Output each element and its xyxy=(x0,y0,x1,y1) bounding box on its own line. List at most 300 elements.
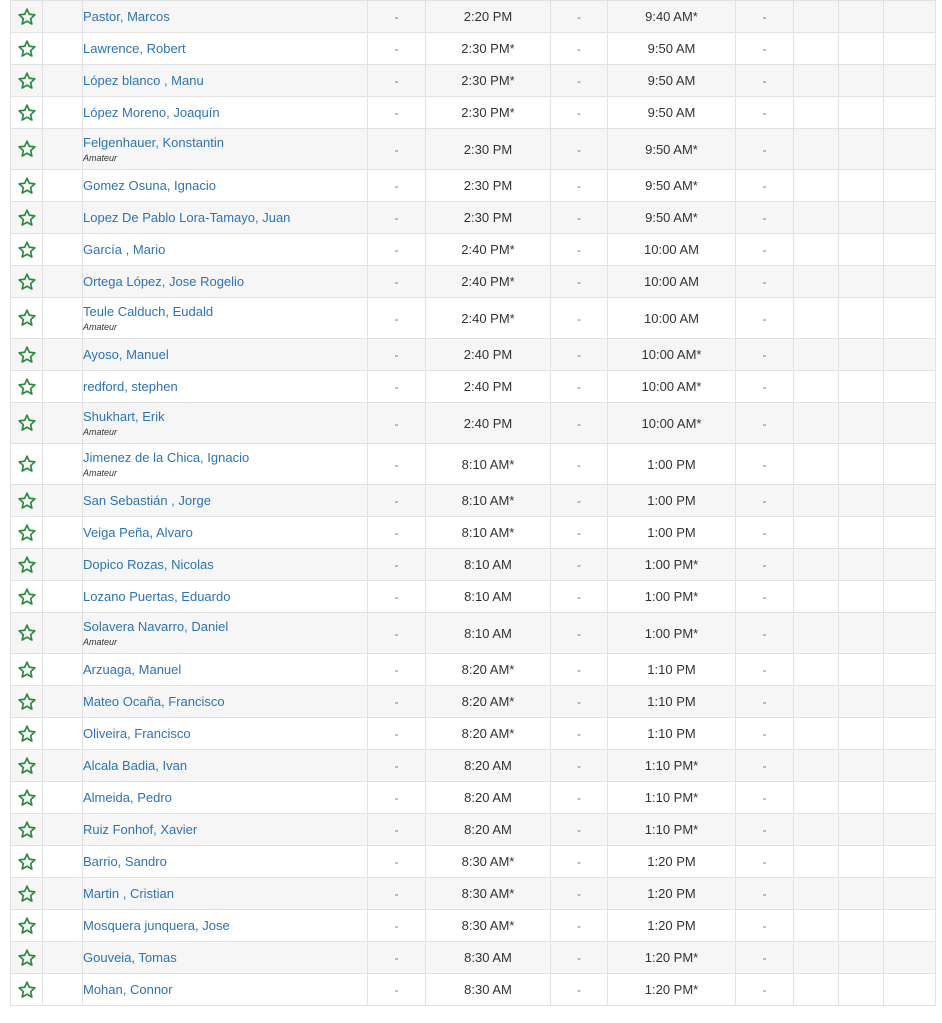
round2-score-cell xyxy=(551,686,608,718)
round2-score-cell xyxy=(551,202,608,234)
round3-score-cell xyxy=(736,549,794,581)
round1-tee-time: 8:20 AM xyxy=(426,814,551,846)
empty-cell xyxy=(794,581,839,613)
player-name-link[interactable]: San Sebastián , Jorge xyxy=(83,493,211,508)
star-outline-icon[interactable] xyxy=(11,523,42,543)
player-name-link[interactable]: redford, stephen xyxy=(83,379,178,394)
player-cell xyxy=(83,549,368,581)
table-row xyxy=(11,202,936,234)
favorite-cell[interactable] xyxy=(11,97,43,129)
empty-cell xyxy=(839,485,884,517)
empty-cell xyxy=(839,170,884,202)
table-row xyxy=(11,654,936,686)
round2-score: - xyxy=(577,106,581,120)
round3-score: - xyxy=(762,823,767,837)
empty-cell xyxy=(43,371,83,403)
empty-cell xyxy=(884,202,936,234)
round1-tee-time: 2:40 PM xyxy=(426,403,551,444)
round1-score-cell xyxy=(368,613,426,654)
empty-cell xyxy=(43,782,83,814)
round2-score: - xyxy=(577,74,581,88)
player-name-link[interactable]: Pastor, Marcos xyxy=(83,9,170,24)
round1-score-cell xyxy=(368,1,426,33)
round3-score: - xyxy=(762,791,767,805)
round1-score-cell xyxy=(368,403,426,444)
round2-score: - xyxy=(577,179,581,193)
player-name-link[interactable]: Mateo Ocaña, Francisco xyxy=(83,694,225,709)
round2-tee-time: 10:00 AM* xyxy=(608,371,736,403)
empty-cell xyxy=(884,814,936,846)
favorite-cell[interactable] xyxy=(11,750,43,782)
favorite-cell[interactable] xyxy=(11,129,43,170)
round2-tee-time: 1:20 PM* xyxy=(608,942,736,974)
empty-cell xyxy=(43,517,83,549)
player-cell xyxy=(83,878,368,910)
tee-times-body xyxy=(11,1,936,1006)
round2-score: - xyxy=(577,919,581,933)
favorite-cell[interactable] xyxy=(11,942,43,974)
round3-score-cell xyxy=(736,718,794,750)
favorite-cell[interactable] xyxy=(11,814,43,846)
player-name-link[interactable]: Ortega López, Jose Rogelio xyxy=(83,274,245,289)
player-cell xyxy=(83,942,368,974)
player-name-link[interactable]: Ruiz Fonhof, Xavier xyxy=(83,822,198,837)
empty-cell xyxy=(794,654,839,686)
empty-cell xyxy=(884,129,936,170)
favorite-cell[interactable] xyxy=(11,339,43,371)
favorite-cell[interactable] xyxy=(11,718,43,750)
favorite-cell[interactable] xyxy=(11,613,43,654)
round1-tee-time: 2:30 PM* xyxy=(426,65,551,97)
player-name-link[interactable]: Shukhart, Erik xyxy=(83,408,165,424)
player-cell xyxy=(83,485,368,517)
table-row xyxy=(11,782,936,814)
empty-cell xyxy=(794,782,839,814)
favorite-cell[interactable] xyxy=(11,33,43,65)
round3-score: - xyxy=(762,626,767,641)
round1-score: - xyxy=(394,243,399,257)
table-row xyxy=(11,403,936,444)
star-outline-icon[interactable] xyxy=(11,491,42,511)
empty-cell xyxy=(794,613,839,654)
round1-score-cell xyxy=(368,170,426,202)
empty-cell xyxy=(794,1,839,33)
player-name-link[interactable]: Oliveira, Francisco xyxy=(83,726,191,741)
favorite-cell[interactable] xyxy=(11,654,43,686)
star-outline-icon[interactable] xyxy=(11,71,42,91)
round1-score: - xyxy=(394,823,399,837)
round2-tee-time: 10:00 AM* xyxy=(608,339,736,371)
round2-score: - xyxy=(577,42,581,56)
round2-score-cell xyxy=(551,266,608,298)
empty-cell xyxy=(43,97,83,129)
table-row xyxy=(11,339,936,371)
round2-score-cell xyxy=(551,846,608,878)
round1-score: - xyxy=(394,380,399,394)
round1-score-cell xyxy=(368,878,426,910)
empty-cell xyxy=(794,718,839,750)
round3-score-cell xyxy=(736,266,794,298)
favorite-cell[interactable] xyxy=(11,485,43,517)
star-outline-icon[interactable] xyxy=(11,660,42,680)
star-outline-icon[interactable] xyxy=(11,345,42,365)
round1-score: - xyxy=(394,10,399,24)
player-name-link[interactable]: Solavera Navarro, Daniel xyxy=(83,618,229,634)
star-outline-icon[interactable] xyxy=(11,884,42,904)
empty-cell xyxy=(794,65,839,97)
round1-score-cell xyxy=(368,814,426,846)
empty-cell xyxy=(43,686,83,718)
empty-cell xyxy=(43,485,83,517)
round1-score-cell xyxy=(368,750,426,782)
empty-cell xyxy=(839,298,884,339)
round1-score: - xyxy=(394,211,399,225)
player-name-link[interactable]: Alcala Badia, Ivan xyxy=(83,758,188,773)
favorite-cell[interactable] xyxy=(11,549,43,581)
favorite-cell[interactable] xyxy=(11,846,43,878)
empty-cell xyxy=(839,846,884,878)
empty-cell xyxy=(43,654,83,686)
player-cell xyxy=(83,266,368,298)
favorite-cell[interactable] xyxy=(11,974,43,1006)
round3-score-cell xyxy=(736,750,794,782)
round1-tee-time: 2:40 PM* xyxy=(426,298,551,339)
round2-score: - xyxy=(577,626,581,641)
star-outline-icon[interactable] xyxy=(11,208,42,228)
player-cell xyxy=(83,403,368,444)
round2-tee-time: 9:50 AM xyxy=(608,97,736,129)
round3-score-cell xyxy=(736,581,794,613)
round2-tee-time: 9:50 AM* xyxy=(608,129,736,170)
empty-cell xyxy=(794,129,839,170)
round1-tee-time: 8:10 AM* xyxy=(426,444,551,485)
favorite-cell[interactable] xyxy=(11,517,43,549)
player-name-link[interactable]: Lopez De Pablo Lora-Tamayo, Juan xyxy=(83,210,291,225)
round3-score-cell xyxy=(736,942,794,974)
round1-tee-time: 8:30 AM* xyxy=(426,878,551,910)
round1-score: - xyxy=(394,727,399,741)
round1-score-cell xyxy=(368,339,426,371)
round1-score: - xyxy=(394,526,399,540)
player-cell xyxy=(83,910,368,942)
star-outline-icon[interactable] xyxy=(11,272,42,292)
player-name-link[interactable]: Felgenhauer, Konstantin xyxy=(83,134,224,150)
round3-score: - xyxy=(762,494,767,508)
player-name-link[interactable]: Gouveia, Tomas xyxy=(83,950,177,965)
empty-cell xyxy=(794,444,839,485)
round3-score-cell xyxy=(736,782,794,814)
favorite-cell[interactable] xyxy=(11,782,43,814)
favorite-cell[interactable] xyxy=(11,298,43,339)
star-outline-icon[interactable] xyxy=(11,820,42,840)
favorite-cell[interactable] xyxy=(11,202,43,234)
star-outline-icon[interactable] xyxy=(11,948,42,968)
tee-times-table xyxy=(10,0,936,1006)
round1-tee-time: 2:40 PM xyxy=(426,339,551,371)
table-row xyxy=(11,878,936,910)
favorite-cell[interactable] xyxy=(11,1,43,33)
round1-score-cell xyxy=(368,33,426,65)
player-name-link[interactable]: Barrio, Sandro xyxy=(83,854,167,869)
round1-tee-time: 8:30 AM* xyxy=(426,910,551,942)
round1-score: - xyxy=(394,494,399,508)
round3-score-cell xyxy=(736,485,794,517)
round1-score: - xyxy=(394,663,399,677)
round3-score: - xyxy=(762,457,767,472)
round3-score-cell xyxy=(736,33,794,65)
round3-score-cell xyxy=(736,444,794,485)
star-outline-icon[interactable] xyxy=(11,39,42,59)
round2-tee-time: 10:00 AM xyxy=(608,266,736,298)
star-outline-icon[interactable] xyxy=(11,240,42,260)
empty-cell xyxy=(884,517,936,549)
favorite-cell[interactable] xyxy=(11,65,43,97)
round3-score: - xyxy=(762,380,767,394)
empty-cell xyxy=(884,878,936,910)
favorite-cell[interactable] xyxy=(11,581,43,613)
empty-cell xyxy=(43,444,83,485)
round3-score: - xyxy=(762,416,767,431)
empty-cell xyxy=(839,266,884,298)
star-outline-icon[interactable] xyxy=(11,103,42,123)
round1-tee-time: 2:30 PM* xyxy=(426,97,551,129)
round3-score: - xyxy=(762,590,767,604)
player-cell xyxy=(83,97,368,129)
round2-score-cell xyxy=(551,517,608,549)
empty-cell xyxy=(43,750,83,782)
table-row xyxy=(11,97,936,129)
player-name-link[interactable]: Arzuaga, Manuel xyxy=(83,662,182,677)
round2-score: - xyxy=(577,142,581,157)
player-name-link[interactable]: Almeida, Pedro xyxy=(83,790,172,805)
round1-score: - xyxy=(394,626,399,641)
round1-tee-time: 2:30 PM* xyxy=(426,33,551,65)
empty-cell xyxy=(43,202,83,234)
round1-tee-time: 8:10 AM xyxy=(426,613,551,654)
round2-score: - xyxy=(577,311,581,326)
star-outline-icon[interactable] xyxy=(11,555,42,575)
empty-cell xyxy=(794,910,839,942)
star-outline-icon[interactable] xyxy=(11,852,42,872)
table-row xyxy=(11,718,936,750)
table-row xyxy=(11,814,936,846)
table-row xyxy=(11,234,936,266)
round2-tee-time: 1:00 PM* xyxy=(608,581,736,613)
player-name-link[interactable]: López blanco , Manu xyxy=(83,73,204,88)
empty-cell xyxy=(839,65,884,97)
round3-score: - xyxy=(762,275,767,289)
empty-cell xyxy=(43,65,83,97)
round2-tee-time: 1:20 PM xyxy=(608,878,736,910)
player-name-link[interactable]: Lozano Puertas, Eduardo xyxy=(83,589,231,604)
empty-cell xyxy=(839,403,884,444)
favorite-cell[interactable] xyxy=(11,444,43,485)
round3-score-cell xyxy=(736,517,794,549)
empty-cell xyxy=(794,371,839,403)
favorite-cell[interactable] xyxy=(11,170,43,202)
empty-cell xyxy=(43,910,83,942)
star-outline-icon[interactable] xyxy=(11,692,42,712)
player-name-link[interactable]: López Moreno, Joaquín xyxy=(83,105,220,120)
round2-tee-time: 1:10 PM* xyxy=(608,782,736,814)
round2-tee-time: 10:00 AM* xyxy=(608,403,736,444)
round3-score-cell xyxy=(736,298,794,339)
empty-cell xyxy=(43,878,83,910)
player-cell xyxy=(83,686,368,718)
empty-cell xyxy=(839,202,884,234)
empty-cell xyxy=(884,339,936,371)
table-row xyxy=(11,298,936,339)
player-cell xyxy=(83,65,368,97)
round2-score: - xyxy=(577,791,581,805)
round1-tee-time: 8:30 AM xyxy=(426,942,551,974)
round2-score-cell xyxy=(551,613,608,654)
star-outline-icon[interactable] xyxy=(11,377,42,397)
star-outline-icon[interactable] xyxy=(11,308,42,328)
player-name-link[interactable]: Lawrence, Robert xyxy=(83,41,186,56)
favorite-cell[interactable] xyxy=(11,234,43,266)
star-outline-icon[interactable] xyxy=(11,7,42,27)
round1-score-cell xyxy=(368,444,426,485)
round1-score: - xyxy=(394,759,399,773)
round2-tee-time: 9:50 AM* xyxy=(608,202,736,234)
player-name-link[interactable]: Mosquera junquera, Jose xyxy=(83,918,230,933)
empty-cell xyxy=(884,65,936,97)
star-outline-icon[interactable] xyxy=(11,413,42,433)
star-outline-icon[interactable] xyxy=(11,176,42,196)
empty-cell xyxy=(884,33,936,65)
round2-tee-time: 9:50 AM* xyxy=(608,170,736,202)
round2-score: - xyxy=(577,380,581,394)
round2-score-cell xyxy=(551,234,608,266)
round1-score: - xyxy=(394,74,399,88)
player-name-link[interactable]: Jimenez de la Chica, Ignacio xyxy=(83,449,250,465)
round3-score-cell xyxy=(736,613,794,654)
player-name-link[interactable]: Veiga Peña, Alvaro xyxy=(83,525,193,540)
round1-score: - xyxy=(394,106,399,120)
round3-score: - xyxy=(762,855,767,869)
favorite-cell[interactable] xyxy=(11,403,43,444)
player-cell xyxy=(83,814,368,846)
round3-score: - xyxy=(762,106,767,120)
player-cell xyxy=(83,170,368,202)
round1-tee-time: 8:20 AM* xyxy=(426,654,551,686)
round2-score-cell xyxy=(551,782,608,814)
round2-score: - xyxy=(577,695,581,709)
favorite-cell[interactable] xyxy=(11,878,43,910)
round2-score: - xyxy=(577,348,581,362)
empty-cell xyxy=(884,298,936,339)
empty-cell xyxy=(884,234,936,266)
round1-score-cell xyxy=(368,782,426,814)
star-outline-icon[interactable] xyxy=(11,980,42,1000)
round2-score-cell xyxy=(551,910,608,942)
star-outline-icon[interactable] xyxy=(11,623,42,643)
round1-tee-time: 8:20 AM* xyxy=(426,718,551,750)
round2-score: - xyxy=(577,951,581,965)
round3-score: - xyxy=(762,919,767,933)
round2-score: - xyxy=(577,823,581,837)
empty-cell xyxy=(794,403,839,444)
round3-score: - xyxy=(762,526,767,540)
player-cell xyxy=(83,298,368,339)
empty-cell xyxy=(839,1,884,33)
player-cell xyxy=(83,202,368,234)
round1-score-cell xyxy=(368,942,426,974)
round2-score: - xyxy=(577,416,581,431)
player-name-link[interactable]: Gomez Osuna, Ignacio xyxy=(83,178,216,193)
star-outline-icon[interactable] xyxy=(11,139,42,159)
round3-score: - xyxy=(762,759,767,773)
round2-score-cell xyxy=(551,1,608,33)
empty-cell xyxy=(839,718,884,750)
round1-score-cell xyxy=(368,686,426,718)
player-cell xyxy=(83,750,368,782)
player-name-link[interactable]: García , Mario xyxy=(83,242,166,257)
round2-score-cell xyxy=(551,129,608,170)
round3-score-cell xyxy=(736,371,794,403)
round2-score-cell xyxy=(551,33,608,65)
star-outline-icon[interactable] xyxy=(11,756,42,776)
player-name-link[interactable]: Dopico Rozas, Nicolas xyxy=(83,557,214,572)
round1-score-cell xyxy=(368,910,426,942)
star-outline-icon[interactable] xyxy=(11,916,42,936)
empty-cell xyxy=(839,974,884,1006)
empty-cell xyxy=(794,846,839,878)
round2-score-cell xyxy=(551,170,608,202)
player-name-link[interactable]: Martin , Cristian xyxy=(83,886,175,901)
empty-cell xyxy=(794,170,839,202)
round1-score-cell xyxy=(368,97,426,129)
round2-tee-time: 9:40 AM* xyxy=(608,1,736,33)
round2-score-cell xyxy=(551,485,608,517)
favorite-cell[interactable] xyxy=(11,910,43,942)
player-cell xyxy=(83,234,368,266)
player-name-link[interactable]: Ayoso, Manuel xyxy=(83,347,169,362)
star-outline-icon[interactable] xyxy=(11,587,42,607)
round3-score: - xyxy=(762,74,767,88)
empty-cell xyxy=(839,549,884,581)
star-outline-icon[interactable] xyxy=(11,724,42,744)
favorite-cell[interactable] xyxy=(11,266,43,298)
empty-cell xyxy=(884,974,936,1006)
round1-score-cell xyxy=(368,846,426,878)
round1-tee-time: 2:30 PM xyxy=(426,202,551,234)
player-name-link[interactable]: Teule Calduch, Eudald xyxy=(83,303,214,319)
round1-score-cell xyxy=(368,129,426,170)
empty-cell xyxy=(839,234,884,266)
round2-tee-time: 10:00 AM xyxy=(608,234,736,266)
empty-cell xyxy=(884,613,936,654)
favorite-cell[interactable] xyxy=(11,686,43,718)
player-name-link[interactable]: Mohan, Connor xyxy=(83,982,173,997)
round2-score: - xyxy=(577,211,581,225)
round3-score: - xyxy=(762,211,767,225)
round1-tee-time: 2:20 PM xyxy=(426,1,551,33)
star-outline-icon[interactable] xyxy=(11,788,42,808)
round2-tee-time: 10:00 AM xyxy=(608,298,736,339)
table-row xyxy=(11,581,936,613)
star-outline-icon[interactable] xyxy=(11,454,42,474)
round2-score-cell xyxy=(551,97,608,129)
round1-score: - xyxy=(394,887,399,901)
round2-score: - xyxy=(577,983,581,997)
favorite-cell[interactable] xyxy=(11,371,43,403)
round2-score: - xyxy=(577,275,581,289)
round1-tee-time: 2:30 PM xyxy=(426,170,551,202)
round1-score: - xyxy=(394,142,399,157)
empty-cell xyxy=(839,878,884,910)
